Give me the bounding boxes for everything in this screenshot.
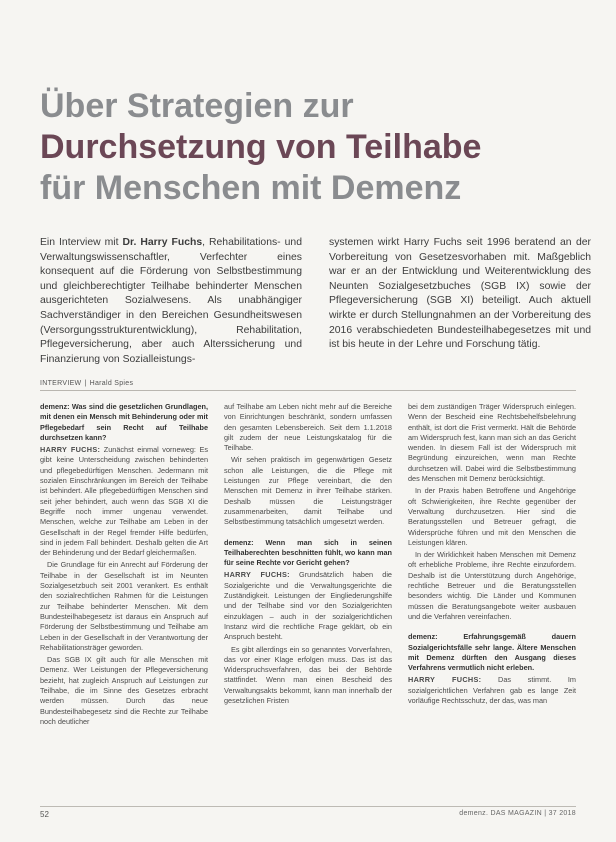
byline-separator: | <box>84 380 87 387</box>
page-number: 52 <box>40 810 49 819</box>
intro-left <box>40 236 302 367</box>
answer-text: Das stimmt. Im sozialgerichtlichen Verfahren gab es lange Zeit vorläufige Rechtsschutz, der das, was man <box>408 675 576 706</box>
speaker-label: HARRY FUCHS: <box>408 675 482 685</box>
title-line-1: Über Strategien zur <box>40 87 354 125</box>
interview-answer <box>224 570 392 642</box>
byline <box>40 380 576 391</box>
answer-paragraph: In der Praxis haben Betroffene und Angehörige oft Schwierigkeiten, ihre Rechte gegenüber der Verwaltung durchzusetzen. Hier sind die Beratungsstellen und Betreuer gefragt, die Widersprüche führen und mit den Menschen die Leistungen klären. <box>408 486 576 547</box>
speaker-label: HARRY FUCHS: <box>224 570 290 580</box>
byline-label: INTERVIEW <box>40 380 82 387</box>
interview-question: demenz: Wenn man sich in seinen Teilhaberechten beschnitten fühlt, wo kann man für seine Rechte vor Gericht gehen? <box>224 537 392 568</box>
answer-paragraph: auf Teilhabe am Leben nicht mehr auf die Bereiche von Einrichtungen beschränkt, sondern umfassen den gesamten Lebensbereich. Seit dem 1.1.2018 gilt zudem der neue Leistungskatalog für die Teilhabe. <box>224 402 392 453</box>
intro-interviewee-name: Dr. Harry Fuchs <box>122 237 203 248</box>
answer-paragraph: Das SGB IX gilt auch für alle Menschen mit Demenz. Wer Leistungen der Pflegeversicherung bezieht, hat zugleich Anspruch auf Leistungen zur Teilhabe, die im Sinne des Gesetzes erbracht werden müssen. Durch das neue Bundesteilhabegesetz sind die Rechte zur Teilhabe noch deutlicher <box>40 655 208 726</box>
paragraph-gap <box>224 530 392 538</box>
paragraph-gap <box>408 624 576 632</box>
intro-right: systemen wirkt Harry Fuchs seit 1996 beratend an der Vorbereitung von Gesetzesvorhaben mit. Maßgeblich war er an der Entwicklung und Weiterentwicklung des Neunten Sozialgesetzbuches (SGB IX) sowie der Pflegeversicherung (SGB XI) beteiligt. Auch aktuell wirkte er durch Stellungnahmen an der Vorbereitung des 2016 verabschiedeten Bundesteilhabegesetzes mit und ist bis heute in der Lehre und Forschung tätig. <box>329 237 591 351</box>
answer-paragraph: Es gibt allerdings ein so genanntes Vorverfahren, das vor einer Klage erfolgen muss. Das ist das Widerspruchsverfahren, das bei der Behörde stattfindet. Wenn man einen Bescheid des Verwaltungsakts bekommt, kann man innerhalb der gesetzlichen Fristen <box>224 644 392 706</box>
interview-question: demenz: Was sind die gesetzlichen Grundlagen, mit denen ein Mensch mit Behinderung oder mit Pflegebedarf sein Recht auf Teilhabe durchsetzen kann? <box>40 402 208 442</box>
title-line-3: für Menschen mit Demenz <box>40 169 462 207</box>
issue-info: demenz. DAS MAGAZIN | 37 2018 <box>459 810 576 817</box>
answer-paragraph: Die Grundlage für ein Anrecht auf Förderung der Teilhabe in der Gesellschaft ist im Neunten Sozialgesetzbuch seit 2001 verankert. Es enthält den sozialrechtlichen Rahmen für die Leistungen zur Teilhabe behinderter Menschen. Mit dem Bundesteilhabegesetz ist daraus ein Anspruch auf Förderung der Selbstbestimmung und Teilhabe am Leben in der Gesellschaft in der Verantwortung der Rehabilitationsträger geworden. <box>40 560 208 652</box>
answer-paragraph: bei dem zuständigen Träger Widerspruch einlegen. Wenn der Bescheid eine Rechtsbehelfsbelehrung enthält, ist dort die Frist vermerkt. Hält die Behörde am Widerspruch fest, kann man sich an das Gericht wenden. In diesem Fall ist der Widerspruch mit Begründung einzureichen, wenn man Rechte durchsetzen will. Dabei wird die Selbstbestimmung des Menschen mit Demenz berücksichtigt. <box>408 402 576 484</box>
speaker-label: HARRY FUCHS: <box>40 445 101 455</box>
page-footer <box>40 806 576 819</box>
answer-text: Zunächst einmal vorneweg: Es gibt keine Unterscheidung zwischen behinderten und pflegebedürftigen Menschen. Jedermann mit sozialen Einschränkungen im Bereich der Teilhabe ist behindert. Alle pflegebedürftigen Menschen sind seit jeher behindert, auch wenn das SGB XI die Begriffe noch immer ungenau verwendet. Menschen, welche zur Teilhabe am Leben in der Gesellschaft in der Regel fremder Hilfe bedürfen, sind in jedem Fall behindert. Deshalb gelten die Art der Behinderung und der Bedarf gleichermaßen. <box>40 445 208 558</box>
body-column-3 <box>408 402 576 708</box>
intro-prefix: Ein Interview mit <box>40 237 123 248</box>
article-title <box>40 86 600 209</box>
byline-author: Harald Spies <box>89 380 134 387</box>
answer-paragraph: Wir sehen praktisch im gegenwärtigen Gesetz schon alle Leistungen, die die Pflege mit Leistungen zur Pflege vereinbart, die den Menschen mit Demenz in ihrer Teilhabe stärken. Deshalb müssen die Leistungsträger zusammenarbeiten, damit Teilhabe und Selbstbestimmung tatsächlich umgesetzt werden. <box>224 455 392 527</box>
intro-left-text: , Rehabilitations- und Verwaltungswissenschaftler, Verfechter eines konsequent auf die Förderung von Selbstbestimmung und gleichberechtigter Teilhabe behinderter Menschen ausgerichteten Sozialwesens. Als unabhängiger Sachverständiger in den Bereichen Gesundheitswesen (Versorgungsstrukturentwicklung), Rehabilitation, Pflegeversicherung, aber auch Alterssicherung und Finanzierung von Sozialleistungs- <box>40 237 302 365</box>
interview-answer <box>40 445 208 558</box>
answer-paragraph: In der Wirklichkeit haben Menschen mit Demenz oft erhebliche Probleme, ihre Rechte einzufordern. Deshalb ist die Unterstützung durch Angehörige, rechtliche Betreuer und die Beratungsstellen besonders wichtig. Die Länder und Kommunen müssen die Beratungsangebote weiter ausbauen und die Verfahren vereinfachen. <box>408 550 576 621</box>
interview-answer <box>408 675 576 706</box>
body-column-2 <box>224 402 392 708</box>
body-column-1 <box>40 402 208 729</box>
interview-question: demenz: Erfahrungsgemäß dauern Sozialgerichtsfälle sehr lange. Ältere Menschen mit Demenz dürften den Ausgang dieses Verfahrens vermutlich nicht erleben. <box>408 632 576 673</box>
title-line-2: Durchsetzung von Teilhabe <box>40 128 482 166</box>
answer-text: Grundsätzlich haben die Sozialgerichte und die Verwaltungsgerichte die Zuständigkeit. Leistungen der Eingliederungshilfe und der Teilhabe sind vor den Sozialgerichten einzuklagen – auch in der sozialgerichtlichen Instanz wird die rechtliche Frage geklärt, ob ein Anspruch besteht. <box>224 570 392 642</box>
